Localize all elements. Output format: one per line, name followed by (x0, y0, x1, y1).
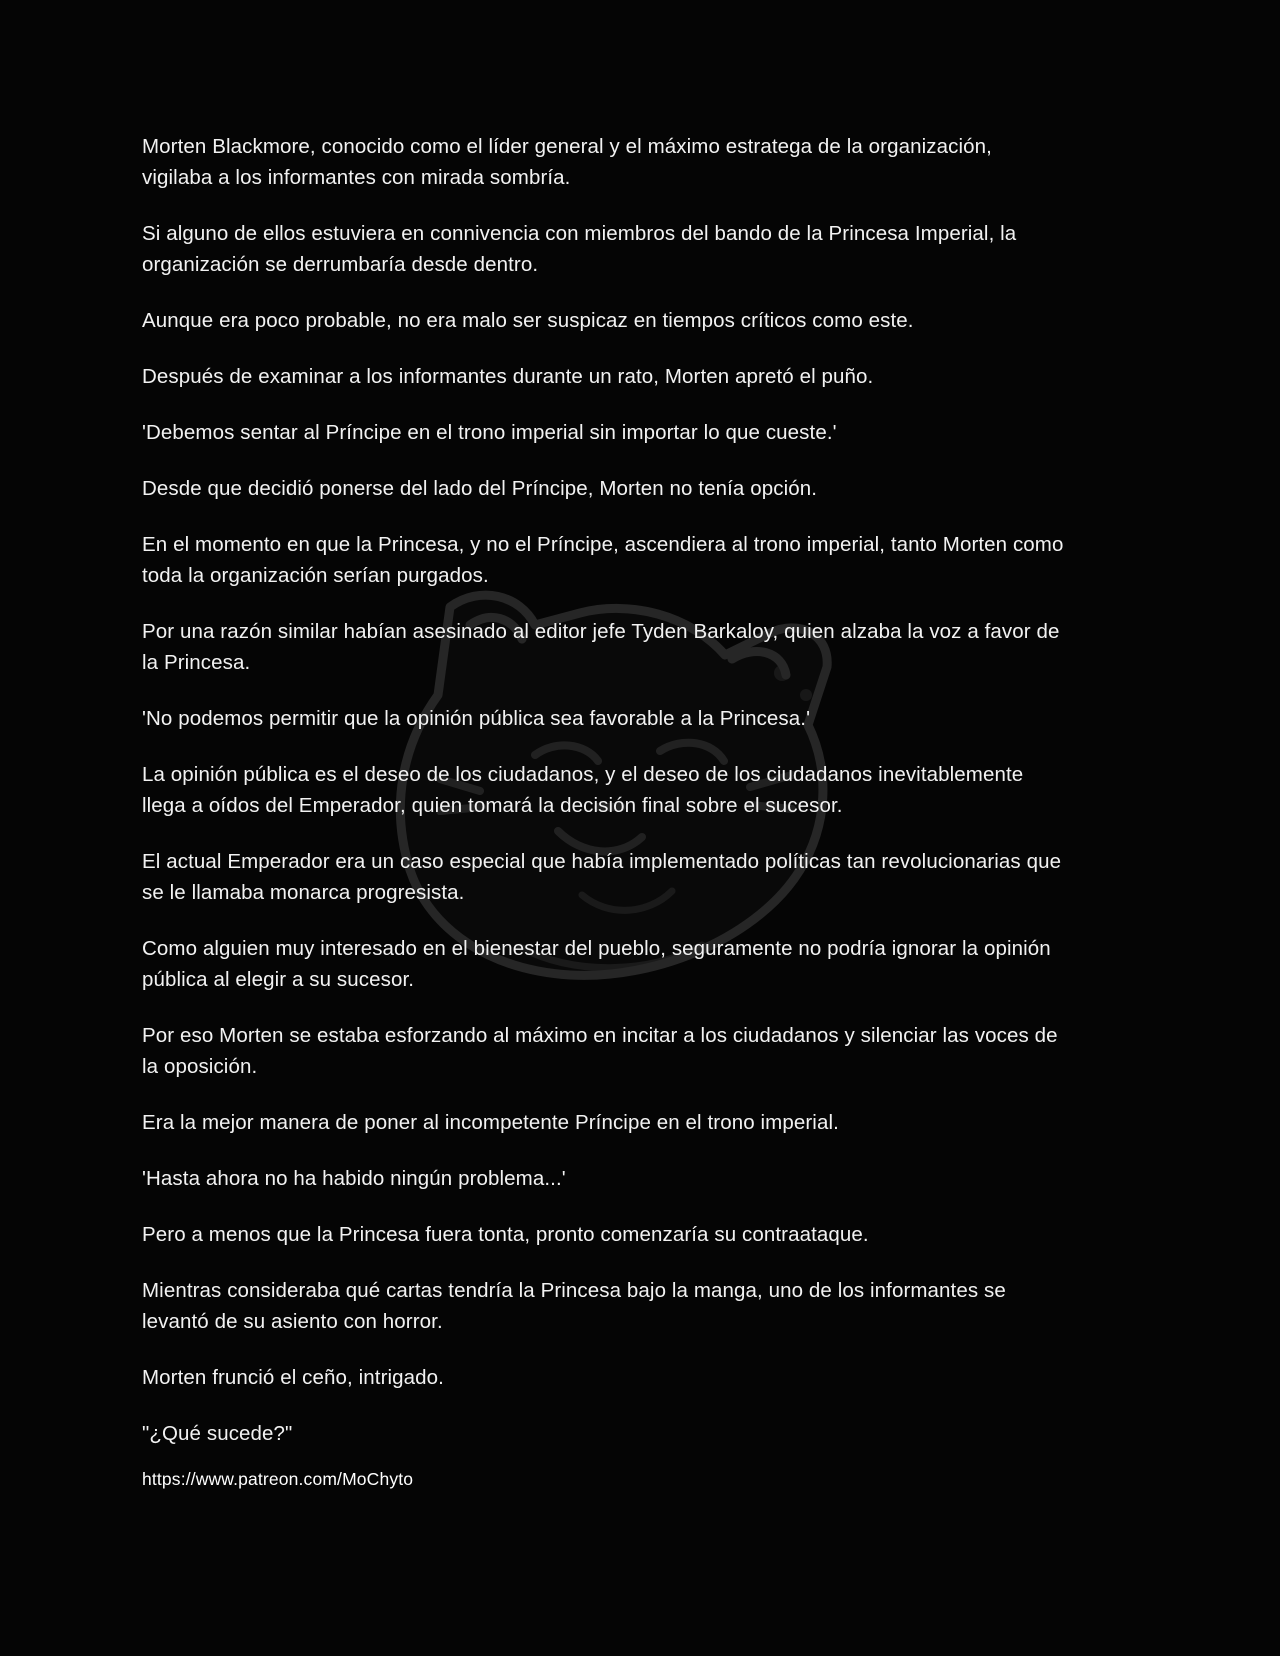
paragraph: Morten frunció el ceño, intrigado. (142, 1366, 444, 1389)
paragraph: 'Debemos sentar al Príncipe en el trono imperial sin importar lo que cueste.' (142, 421, 837, 444)
paragraph: 'Hasta ahora no ha habido ningún problema...' (142, 1167, 566, 1190)
paragraph: El actual Emperador era un caso especial que había implementado políticas tan revolucionarias que se le llamaba monarca progresista. (142, 850, 1062, 904)
paragraph: La opinión pública es el deseo de los ciudadanos, y el deseo de los ciudadanos inevitablemente llega a oídos del Emperador, quien tomará la decisión final sobre el sucesor. (142, 763, 1024, 817)
paragraph: Era la mejor manera de poner al incompetente Príncipe en el trono imperial. (142, 1111, 839, 1134)
paragraph: En el momento en que la Princesa, y no el Príncipe, ascendiera al trono imperial, tanto Morten como toda la organización serían purgados. (142, 533, 1064, 587)
paragraph: Como alguien muy interesado en el bienestar del pueblo, seguramente no podría ignorar la opinión pública al elegir a su sucesor. (142, 937, 1051, 991)
story-body (142, 131, 1067, 1474)
paragraph: Después de examinar a los informantes durante un rato, Morten apretó el puño. (142, 365, 874, 388)
paragraph: Pero a menos que la Princesa fuera tonta, pronto comenzaría su contraataque. (142, 1223, 869, 1246)
paragraph: "¿Qué sucede?" (142, 1422, 293, 1445)
paragraph: 'No podemos permitir que la opinión pública sea favorable a la Princesa.' (142, 707, 811, 730)
patreon-link[interactable]: https://www.patreon.com/MoChyto (142, 1469, 414, 1489)
paragraph: Si alguno de ellos estuviera en connivencia con miembros del bando de la Princesa Imperial, la organización se derrumbaría desde dentro. (142, 222, 1017, 276)
paragraph: Desde que decidió ponerse del lado del Príncipe, Morten no tenía opción. (142, 477, 818, 500)
paragraph: Mientras consideraba qué cartas tendría la Princesa bajo la manga, uno de los informantes se levantó de su asiento con horror. (142, 1279, 1006, 1333)
paragraph: Por eso Morten se estaba esforzando al máximo en incitar a los ciudadanos y silenciar las voces de la oposición. (142, 1024, 1058, 1078)
paragraph: Morten Blackmore, conocido como el líder general y el máximo estratega de la organización, vigilaba a los informantes con mirada sombría. (142, 135, 992, 189)
paragraph: Por una razón similar habían asesinado al editor jefe Tyden Barkaloy, quien alzaba la voz a favor de la Princesa. (142, 620, 1060, 674)
footer (142, 1468, 1067, 1490)
paragraph: Aunque era poco probable, no era malo ser suspicaz en tiempos críticos como este. (142, 309, 914, 332)
